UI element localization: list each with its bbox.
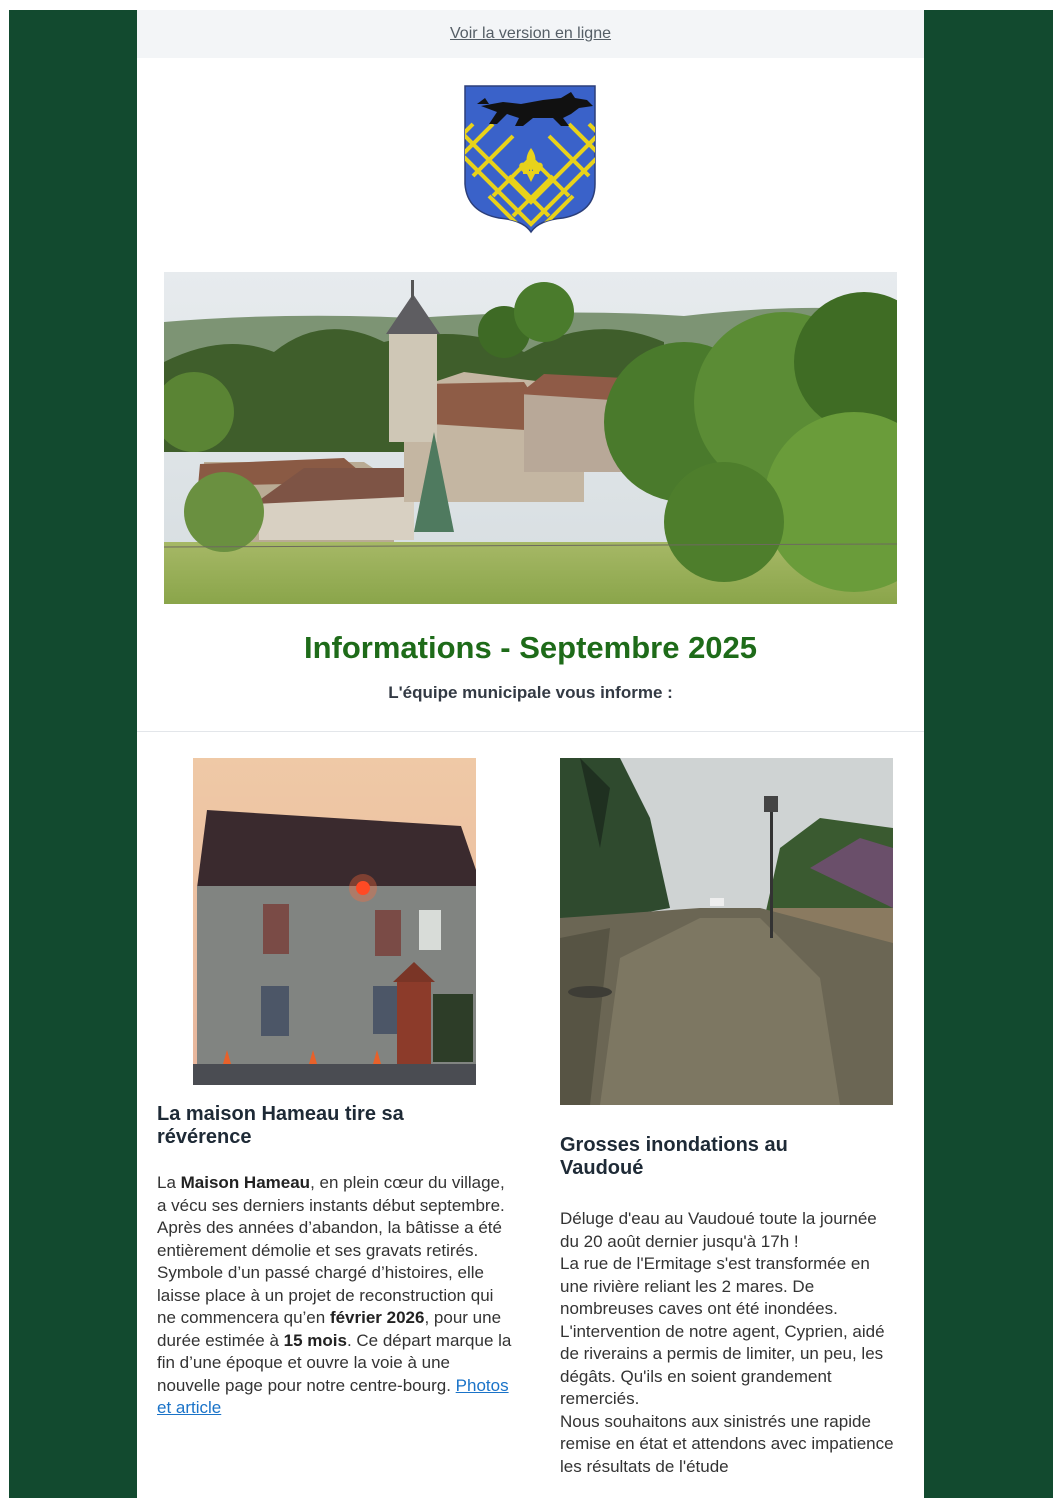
article-body-hameau <box>157 1172 515 1420</box>
article-title-inondations: Grosses inondations au Vaudoué <box>560 1134 788 1179</box>
maison-hameau-photo <box>193 758 476 1085</box>
online-version-bar <box>137 10 924 58</box>
article-body-inondations <box>560 1208 900 1478</box>
section-divider <box>137 731 924 732</box>
flooded-street-photo <box>560 758 893 1105</box>
inondations-paragraph-1: Déluge d'eau au Vaudoué toute la journée du 20 août dernier jusqu'à 17h ! <box>560 1209 877 1251</box>
online-version-link[interactable]: Voir la version en ligne <box>450 25 611 42</box>
newsletter-subtitle: L'équipe municipale vous informe : <box>388 683 673 702</box>
article-title-hameau: La maison Hameau tire sa révérence <box>157 1103 404 1148</box>
village-hero-image <box>164 272 897 604</box>
inondations-paragraph-3: L'intervention de notre agent, Cyprien, aidé de riverains a permis de limiter, un peu, les dégâts. Qu'ils en soient grandement remerciés. <box>560 1321 885 1408</box>
inondations-paragraph-4: Nous souhaitons aux sinistrés une rapide remise en état et attendons avec impatience les résultats de l'étude <box>560 1411 894 1476</box>
photos-article-link[interactable]: Photos et article <box>157 1375 509 1417</box>
newsletter-card <box>137 10 924 1498</box>
coat-of-arms-logo <box>463 84 599 234</box>
inondations-paragraph-2: La rue de l'Ermitage s'est transformée en une rivière reliant les 2 mares. De nombreuses caves ont été inondées. <box>560 1254 870 1318</box>
hameau-paragraph-1: La Maison Hameau, en plein cœur du village, a vécu ses derniers instants début septembre. Après des années d’abandon, la bâtisse a été entièrement démolie et ses gravats retirés. <box>157 1173 505 1260</box>
hameau-paragraph-2: Symbole d’un passé chargé d’histoires, elle laisse place à un projet de reconstruction qui ne commencera qu’en février 2026, pour une durée estimée à 15 mois. Ce départ marque la fin d’une époque et ouvre la voie à une nouvelle page pour notre centre-bourg. Photos et article <box>157 1263 512 1417</box>
hameau-bold-date: février 2026 <box>329 1308 425 1327</box>
newsletter-title: Informations - Septembre 2025 <box>303 630 758 665</box>
hameau-bold-duration: 15 mois <box>283 1330 347 1350</box>
hameau-bold-name: Maison Hameau <box>180 1173 311 1192</box>
